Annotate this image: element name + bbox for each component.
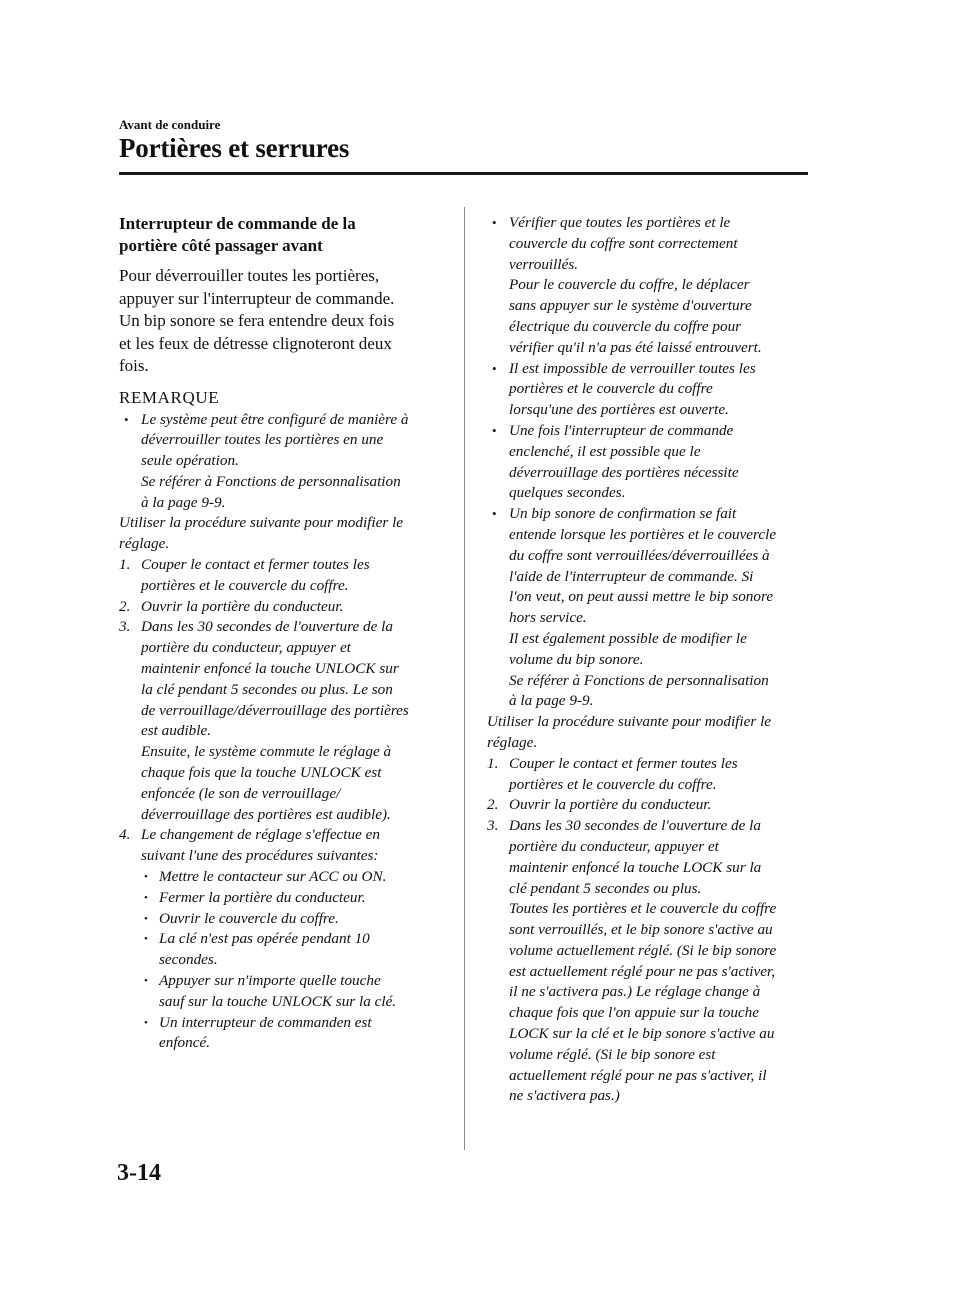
note-bullet <box>487 421 810 504</box>
step-line: Ouvrir la portière du conducteur. <box>141 597 344 615</box>
note-line: sans appuyer sur le système d'ouverture <box>509 297 752 315</box>
step-line: de verrouillage/déverrouillage des portières <box>141 701 409 719</box>
step-line: enfoncée (le son de verrouillage/ <box>141 784 341 802</box>
step-line: la clé pendant 5 secondes ou plus. Le son <box>141 680 393 698</box>
step-line: ne s'activera pas.) <box>509 1087 620 1105</box>
step-line: Toutes les portières et le couvercle du coffre <box>509 900 777 918</box>
sub-line: • Un interrupteur de commanden est <box>159 1013 372 1031</box>
step-line: Ouvrir la portière du conducteur. <box>509 796 712 814</box>
sub-line: secondes. <box>159 951 218 969</box>
step-line: Couper le contact et fermer toutes les <box>141 556 370 574</box>
intro-line: réglage. <box>119 535 170 553</box>
note-line: Se référer à Fonctions de personnalisation <box>141 472 401 490</box>
step-line: volume actuellement réglé. (Si le bip sonore <box>509 941 777 959</box>
step-line: maintenir enfoncé la touche LOCK sur la <box>509 858 762 876</box>
heading-line: portière côté passager avant <box>119 236 323 255</box>
note-line: enclenché, il est possible que le <box>509 442 701 460</box>
step-number: 1. <box>119 556 131 574</box>
note-line: à la page 9-9. <box>509 692 594 710</box>
note-line: lorsqu'une des portières est ouverte. <box>509 401 729 419</box>
note-line: déverrouiller toutes les portières en une <box>141 431 384 449</box>
step-line: Dans les 30 secondes de l'ouverture de la <box>509 817 761 835</box>
step-line: actuellement réglé pour ne pas s'activer, il <box>509 1066 767 1084</box>
column-divider <box>464 207 465 1150</box>
step-line: portières et le couvercle du coffre. <box>509 775 717 793</box>
intro-line: Utiliser la procédure suivante pour modifier le <box>119 514 404 532</box>
note-bullet <box>487 504 810 712</box>
note-line: • Un bip sonore de confirmation se fait <box>509 505 737 523</box>
note-bullet <box>487 359 810 421</box>
step-number: 3. <box>119 618 131 636</box>
step-line: est audible. <box>141 722 212 740</box>
sub-bullet <box>141 909 441 930</box>
step-line: est actuellement réglé pour ne pas s'activer, <box>509 962 776 980</box>
note-line: • Il est impossible de verrouiller toutes les <box>509 359 756 377</box>
note-line: • Le système peut être configuré de manière à <box>141 410 409 428</box>
note-line: du coffre sont verrouillées/déverrouillées à <box>509 546 770 564</box>
left-column <box>119 213 441 1054</box>
sub-line: • Mettre le contacteur sur ACC ou ON. <box>159 868 387 886</box>
sub-line: enfoncé. <box>159 1034 211 1052</box>
sub-line: • La clé n'est pas opérée pendant 10 <box>159 930 370 948</box>
step-number: 2. <box>487 796 499 814</box>
note-line: couvercle du coffre sont correctement <box>509 234 738 252</box>
note-line: quelques secondes. <box>509 484 626 502</box>
note-line: • Vérifier que toutes les portières et le <box>509 214 731 231</box>
note-heading: REMARQUE <box>119 387 220 407</box>
section-heading <box>119 213 441 257</box>
note-line: entende lorsque les portières et le couvercle <box>509 525 777 543</box>
note-bullet <box>487 213 810 359</box>
note-line: verrouillés. <box>509 255 579 273</box>
intro-line: Utiliser la procédure suivante pour modifier le <box>487 713 772 731</box>
body-line: Pour déverrouiller toutes les portières, <box>119 266 380 285</box>
sub-bullet <box>141 888 441 909</box>
note-line: Pour le couvercle du coffre, le déplacer <box>509 276 750 294</box>
step-line: maintenir enfoncé la touche UNLOCK sur <box>141 660 399 678</box>
note-line: • Une fois l'interrupteur de commande <box>509 421 734 439</box>
note-bullet <box>119 410 441 514</box>
note-line: l'on veut, on peut aussi mettre le bip sonore <box>509 588 774 606</box>
step-line: chaque fois que la touche UNLOCK est <box>141 764 382 782</box>
procedure-step <box>487 754 810 796</box>
body-line: et les feux de détresse clignoteront deux <box>119 333 392 353</box>
note-line: hors service. <box>509 609 587 627</box>
step-line: clé pendant 5 secondes ou plus. <box>509 879 702 897</box>
note-line: l'aide de l'interrupteur de commande. Si <box>509 567 754 585</box>
sub-bullet <box>141 1013 441 1055</box>
note-line: Se référer à Fonctions de personnalisation <box>509 671 769 689</box>
step-line: portière du conducteur, appuyer et <box>509 837 719 855</box>
step-line: portières et le couvercle du coffre. <box>141 576 349 594</box>
procedure-step <box>119 617 441 825</box>
note-line: électrique du couvercle du coffre pour <box>509 317 742 335</box>
sub-bullet <box>141 971 441 1013</box>
step-line: Dans les 30 secondes de l'ouverture de la <box>141 618 393 636</box>
header-divider <box>119 172 808 175</box>
body-line: appuyer sur l'interrupteur de commande. <box>119 288 395 308</box>
sub-line: sauf sur la touche UNLOCK sur la clé. <box>159 992 397 1010</box>
step-number: 4. <box>119 826 131 844</box>
step-number: 1. <box>487 754 499 772</box>
heading-line: Interrupteur de commande de la <box>119 214 356 233</box>
step-line: Le changement de réglage s'effectue en <box>141 826 380 844</box>
note-line: vérifier qu'il n'a pas été laissé entrouvert. <box>509 338 762 356</box>
page-number: 3-14 <box>117 1160 161 1186</box>
section-label: Avant de conduire <box>119 117 221 132</box>
step-line: sont verrouillés, et le bip sonore s'active au <box>509 921 773 939</box>
step-line: LOCK sur la clé et le bip sonore s'active au <box>509 1025 775 1043</box>
procedure-step <box>119 555 441 597</box>
sub-line: • Ouvrir le couvercle du coffre. <box>159 909 339 927</box>
procedure-step <box>119 597 441 618</box>
note-line: Il est également possible de modifier le <box>509 629 747 647</box>
step-line: il ne s'activera pas.) Le réglage change à <box>509 983 761 1001</box>
sub-line: • Fermer la portière du conducteur. <box>159 888 366 906</box>
note-line: à la page 9-9. <box>141 493 226 511</box>
step-number: 2. <box>119 597 131 615</box>
procedure-step <box>487 795 810 816</box>
note-line: volume du bip sonore. <box>509 650 644 668</box>
right-column <box>487 213 810 1107</box>
procedure-step <box>487 816 810 1107</box>
step-line: chaque fois que l'on appuie sur la touche <box>509 1004 760 1022</box>
sub-bullet <box>141 867 441 888</box>
step-number: 3. <box>487 817 499 835</box>
body-paragraph <box>119 265 441 378</box>
procedure-intro <box>119 513 441 555</box>
procedure-step <box>119 825 441 867</box>
page-title: Portières et serrures <box>119 133 350 163</box>
sub-line: • Appuyer sur n'importe quelle touche <box>159 972 381 990</box>
procedure-intro <box>487 712 810 754</box>
step-line: volume réglé. (Si le bip sonore est <box>509 1045 716 1063</box>
step-line: portière du conducteur, appuyer et <box>141 639 351 657</box>
step-line: Ensuite, le système commute le réglage à <box>141 743 392 761</box>
body-line: fois. <box>119 356 149 375</box>
note-line: portières et le couvercle du coffre <box>509 380 713 398</box>
sub-bullet <box>141 929 441 971</box>
note-line: déverrouillage des portières nécessite <box>509 463 739 481</box>
step-line: Couper le contact et fermer toutes les <box>509 754 738 772</box>
intro-line: réglage. <box>487 733 538 751</box>
step-line: suivant l'une des procédures suivantes: <box>141 847 379 865</box>
note-line: seule opération. <box>141 452 239 470</box>
step-line: déverrouillage des portières est audible). <box>141 805 391 823</box>
body-line: Un bip sonore se fera entendre deux fois <box>119 311 395 330</box>
